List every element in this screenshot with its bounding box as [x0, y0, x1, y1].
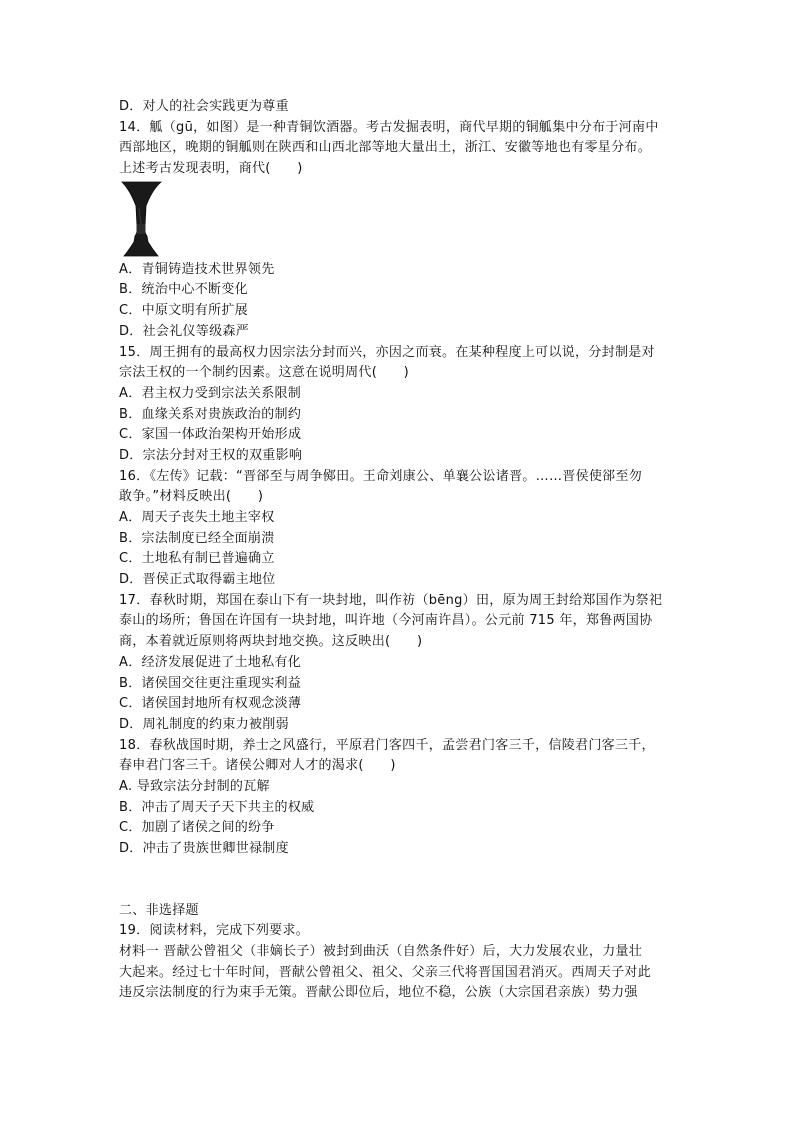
text-line: 17．春秋时期，郑国在泰山下有一块封地，叫作祊（bēng）田，原为周王封给郑国作为祭祀 [119, 592, 663, 608]
section-gap [119, 860, 679, 901]
text-line: C．诸侯国封地所有权观念淡薄 [119, 696, 302, 712]
text-line: B．诸侯国交往更注重现实利益 [119, 675, 302, 691]
text-line: 敢争。”材料反映出( ) [119, 489, 264, 505]
section-heading: 二、非选择题 [119, 902, 199, 918]
text-line: C．加剧了诸侯之间的纷争 [119, 820, 275, 836]
document-page [119, 97, 679, 1004]
text-line: 西部地区，晚期的铜觚则在陕西和山西北部等地大量出土，浙江、安徽等地也有零星分布。 [119, 140, 652, 156]
text-line: A. 导致宗法分封制的瓦解 [119, 778, 270, 794]
question-block-a [119, 97, 679, 180]
text-line: 宗法王权的一个制约因素。这意在说明周代( ) [119, 365, 410, 381]
text-line: B．宗法制度已经全面崩溃 [119, 530, 275, 546]
text-line: 14．觚（gū，如图）是一种青铜饮酒器。考古发掘表明，商代早期的铜觚集中分布于河南中 [119, 119, 659, 135]
text-line: B．统治中心不断变化 [119, 282, 248, 298]
text-line: A．经济发展促进了土地私有化 [119, 654, 302, 670]
text-line: C．土地私有制已普遍确立 [119, 551, 275, 567]
text-line: A．青铜铸造技术世界领先 [119, 261, 275, 277]
text-line: 上述考古发现表明，商代( ) [119, 161, 303, 177]
text-line: D．晋侯正式取得霸主地位 [119, 572, 276, 588]
text-line: 大起来。经过七十年时间，晋献公曾祖父、祖父、父亲三代将晋国国君消灭。西周天子对此 [119, 964, 652, 980]
text-line: D．周礼制度的约束力被削弱 [119, 716, 289, 732]
text-line: D．冲击了贵族世卿世禄制度 [119, 841, 289, 856]
text-line: 材料一 晋献公曾祖父（非嫡长子）被封到曲沃（自然条件好）后，大力发展农业，力量壮 [119, 944, 643, 960]
question-block-b [119, 260, 679, 860]
text-line: 违反宗法制度的行为束手无策。晋献公即位后，地位不稳，公族（大宗国君亲族）势力强 [119, 985, 638, 1001]
text-line: A．君主权力受到宗法关系限制 [119, 385, 302, 401]
text-line: B．血缘关系对贵族政治的制约 [119, 406, 302, 422]
text-line: A．周天子丧失土地主宰权 [119, 510, 275, 525]
text-line: 春申君门客三千。诸侯公卿对人才的渴求( ) [119, 758, 396, 774]
text-line: 商，本着就近原则将两块封地交换。这反映出( ) [119, 634, 423, 650]
text-line: 16．《左传》记载：“晋郤至与周争鄇田。王命刘康公、单襄公讼诸晋。……晋侯使郤至勿 [119, 468, 643, 484]
text-line: D．对人的社会实践更为尊重 [119, 99, 289, 114]
text-line: 15．周王拥有的最高权力因宗法分封而兴，亦因之而衰。在某种程度上可以说，分封制是对 [119, 344, 655, 360]
text-line: 18．春秋战国时期，养士之风盛行，平原君门客四千，孟尝君门客三千，信陵君门客三千， [119, 737, 655, 753]
text-line: D．宗法分封对王权的双重影响 [119, 447, 303, 463]
text-line: D．社会礼仪等级森严 [119, 323, 250, 339]
bronze-gu-vessel-image [119, 180, 179, 260]
text-line: C．家国一体政治架构开始形成 [119, 427, 302, 443]
text-line: 泰山的场所；鲁国在许国有一块封地，叫许地（今河南许昌）。公元前 715 年，郑鲁两国协 [119, 613, 653, 629]
text-line: B．冲击了周天子天下共主的权威 [119, 799, 315, 815]
text-line: 19．阅读材料，完成下列要求。 [119, 923, 310, 939]
non-choice-section [119, 901, 679, 1004]
text-line: C．中原文明有所扩展 [119, 303, 249, 319]
